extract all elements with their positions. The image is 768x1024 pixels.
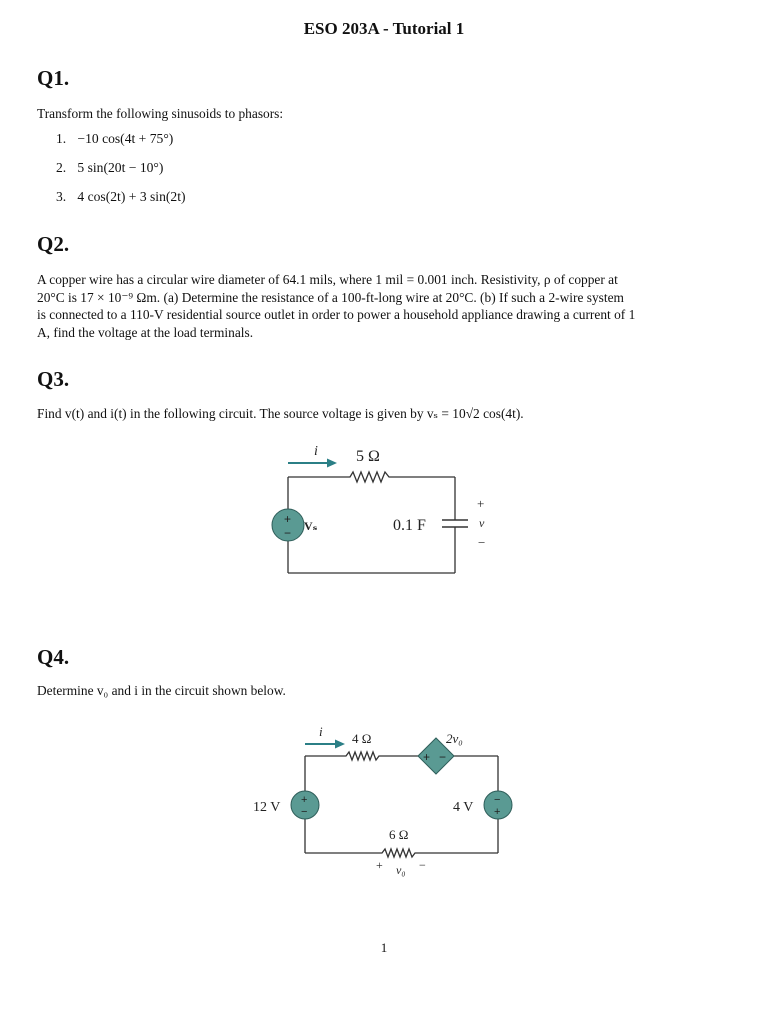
q4-resistor-bottom-label: 6 Ω: [389, 827, 409, 842]
q1-heading: Q1.: [37, 66, 70, 90]
q4-left-source-label: 12 V: [253, 800, 281, 815]
q3-text: Find v(t) and i(t) in the following circuit. The source voltage is given by vₛ = 10√2 cos(4t).: [37, 406, 524, 421]
q3-resistor-label: 5 Ω: [356, 448, 380, 465]
q4-vo-label: v₀: [396, 863, 406, 877]
q4-right-source-plus: +: [494, 806, 501, 818]
q4-left-source-minus: −: [301, 806, 308, 818]
q4-left-source-plus: +: [301, 794, 308, 806]
q3-voltage-plus: +: [477, 496, 485, 511]
q1-intro: Transform the following sinusoids to phasors:: [37, 106, 284, 121]
q4-dependent-plus: +: [423, 750, 431, 764]
q1-item-num: 1.: [56, 131, 67, 146]
q4-heading: Q4.: [37, 645, 70, 669]
q3-voltage-label: v: [479, 516, 485, 530]
q4-resistor-top-label: 4 Ω: [352, 731, 372, 746]
q2-line-1: A copper wire has a circular wire diameter of 64.1 mils, where 1 mil = 0.001 inch. Resistivity, ρ of copper at: [37, 272, 618, 287]
q4-dependent-minus: −: [439, 750, 447, 764]
q3-heading: Q3.: [37, 367, 70, 391]
q2-line-2: 20°C is 17 × 10⁻⁹ Ωm. (a) Determine the resistance of a 100-ft-long wire at 20°C. (b) If such a 2-wire system: [37, 289, 624, 305]
q4-current-arrowhead: [335, 740, 345, 749]
q3-source-label: Vₛ: [304, 519, 318, 533]
q4-right-source-minus: −: [494, 794, 501, 806]
q4-bottom-wire-resistor: [305, 849, 498, 857]
q4-text: Determine v₀ and i in the circuit shown below.: [37, 683, 286, 698]
q1-item-expr: 5 sin(20t − 10°): [77, 160, 164, 175]
q4-vo-minus: −: [419, 858, 426, 872]
q1-item-expr: −10 cos(4t + 75°): [77, 131, 174, 146]
q1-item-num: 3.: [56, 189, 67, 204]
q3-capacitor-label: 0.1 F: [393, 517, 426, 534]
q4-top-wire-resistor: [305, 752, 418, 760]
q3-current-label: i: [314, 444, 318, 459]
q4-vo-plus: +: [376, 858, 383, 872]
q2-line-4: A, find the voltage at the load terminals.: [37, 324, 254, 340]
q4-current-label: i: [319, 724, 323, 739]
q2-heading: Q2.: [37, 232, 70, 256]
q3-source-minus: −: [284, 526, 292, 540]
page-number: 1: [380, 940, 388, 955]
q4-dependent-source-label: 2v₀: [446, 731, 463, 746]
q1-item-expr: 4 cos(2t) + 3 sin(2t): [77, 189, 186, 204]
q1-item-num: 2.: [56, 160, 67, 175]
q3-voltage-minus: −: [478, 535, 486, 550]
q3-source-plus: +: [284, 512, 292, 526]
q4-right-source-label: 4 V: [453, 800, 474, 815]
page-title: ESO 203A - Tutorial 1: [303, 19, 465, 38]
q2-line-3: is connected to a 110-V residential source outlet in order to power a household appliance drawing a current of 1: [37, 307, 636, 322]
